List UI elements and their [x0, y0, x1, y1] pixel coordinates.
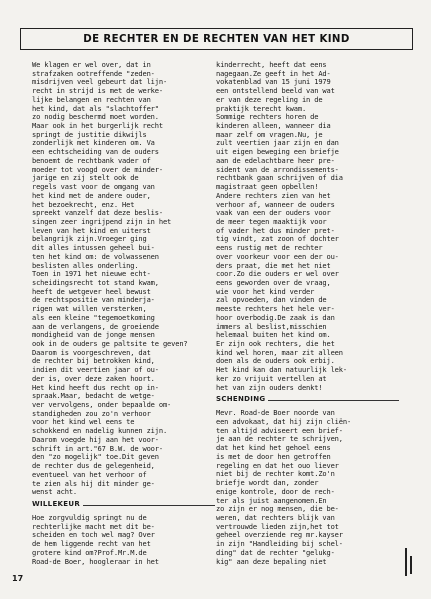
text-line: standigheden zou zo'n verhoor	[32, 408, 151, 418]
text-line: Daarom is voorgeschreven, dat	[32, 347, 151, 357]
text-line: Road-de Boer, hoogleraar in het	[32, 556, 159, 566]
text-line: ding" dat de rechter "gelukg-	[216, 547, 335, 557]
text-line: maar zelf om vragen.Nu, je	[216, 129, 323, 139]
margin-mark	[410, 556, 412, 574]
text-line: zo nodig beschermd moet worden.	[32, 112, 159, 122]
text-line: een ontstellend beeld van wat	[216, 86, 335, 96]
text-line: helemaal buiten het kind om.	[216, 330, 331, 340]
text-line: ook in de ouders ge paltsite te geven?	[32, 339, 188, 348]
text-line: scheidingsrecht tot stand kwam,	[32, 277, 159, 287]
text-line: zo zijn er nog mensen, die be-	[216, 504, 339, 514]
text-line: geheel overziende reg mr.kayser	[216, 530, 343, 540]
text-line: vertrouwde lieden zijn,het tot	[216, 521, 339, 531]
text-line: spraak.Maar, bedacht de wetge-	[32, 391, 155, 401]
text-line: Sommige rechters horen de	[216, 112, 319, 122]
text-line: de rechter bij betrokken kind,	[32, 356, 155, 366]
text-line: een advokaat, dat hij zijn cliën-	[216, 417, 352, 427]
text-line: ten altijd adviseert een brief-	[216, 425, 343, 435]
text-line: het kind, dat als "slachtoffer"	[32, 103, 159, 113]
text-line: aan de edelachtbare heer pre-	[216, 155, 335, 165]
text-line: magistraat geen opbellen!	[216, 182, 319, 192]
text-line: weren, dat rechters blijk van	[216, 512, 335, 522]
text-line: eens rustig met de rechter	[216, 243, 323, 253]
text-line: lijke belangen en rechten van	[32, 94, 151, 104]
text-line: enige kontrole, door de rech-	[216, 486, 335, 496]
text-line: Maar ook in het burgerlijk recht	[32, 121, 163, 131]
left-column	[32, 61, 215, 566]
text-line: moeder tot voogd over de minder-	[32, 164, 163, 174]
text-line: recht in strijd is met de werke-	[32, 86, 163, 96]
text-line: springt de justitie dikwijls	[32, 129, 147, 139]
text-line: praktijk terecht kwam.	[216, 103, 307, 113]
text-line: te zien als hij dit minder ge-	[32, 478, 155, 488]
text-line: tig vindt, zat zoon of dochter	[216, 234, 339, 244]
text-line: in zijn "Handleiding bij schel-	[216, 539, 343, 549]
text-line: de rechter dus de gelegenheid,	[32, 461, 155, 471]
margin-mark	[405, 548, 407, 576]
text-line: de hem liggende recht van het	[32, 539, 151, 549]
text-line: meeste rechters het hele ver-	[216, 304, 335, 314]
text-line: verhoor af, wanneer de ouders	[216, 199, 335, 209]
text-line: er van deze regeling in de	[216, 94, 323, 104]
text-line: niet bij de rechter komt.Zo'n	[216, 469, 335, 479]
text-line: Mevr. Road-de Boer noorde van	[216, 408, 335, 418]
page-header	[20, 28, 413, 50]
text-line: coor.Zo die ouders er wel over	[216, 269, 339, 279]
text-line: je aan de rechter te schrijven,	[216, 434, 343, 444]
text-line: rechterlijke macht met dit be-	[32, 521, 155, 531]
text-line: heeft de wetgever heel bewust	[32, 286, 151, 296]
text-line: de meer tegen maaktijk voor	[216, 216, 327, 226]
text-line: Het kind kan dan natuurlijk lek-	[216, 365, 347, 375]
text-line: ver vervolgens, onder bepaalde om-	[32, 400, 172, 410]
text-line: zal opvoeden, dan vinden de	[216, 295, 327, 305]
text-line: kinderen alleen, wanneer dia	[216, 121, 331, 131]
text-line: mondigheid van de jonge mensen	[32, 330, 155, 340]
text-line: We klagen er wel over, dat in	[32, 60, 151, 69]
text-line: den "zo mogelijk" toe.Dit geven	[32, 452, 159, 462]
text-line: Hoe zorgvuldig springt nu de	[32, 512, 147, 522]
text-line: het van zijn ouders denkt!	[216, 382, 323, 392]
text-line: vaak van een der ouders voor	[216, 208, 331, 218]
section-heading-label: WILLEKEUR	[32, 500, 83, 508]
right-paragraph-1	[216, 61, 399, 392]
right-column	[216, 61, 399, 566]
text-line: briefje wordt dan, zonder	[216, 478, 319, 488]
right-paragraph-2	[216, 409, 399, 566]
text-line: dit alles intussen geheel bui-	[32, 243, 155, 253]
text-line: wenst acht.	[32, 487, 78, 497]
text-line: kinderrecht, heeft dat eens	[216, 60, 327, 69]
left-paragraph-2	[32, 514, 215, 566]
text-line: uit eigen beweging een briefje	[216, 147, 339, 157]
text-line: is met de door hen getroffen	[216, 451, 331, 461]
text-line: singen zeer ingrijpend zijn in het	[32, 216, 172, 226]
text-line: rechtbank gaan schrijven of dia	[216, 173, 343, 183]
text-line: nagegaan.Ze geeft in het Ad-	[216, 68, 331, 78]
text-line: Er zijn ook rechters, die het	[216, 339, 335, 348]
text-line: grotere kind om?Prof.Mr.M.de	[32, 547, 147, 557]
text-line: het kind met de andere ouder,	[32, 190, 151, 200]
text-line: kind wel horen, maar zit alleen	[216, 347, 343, 357]
text-line: spreekt vanzelf dat deze beslis-	[32, 208, 163, 218]
text-line: schokkend en nadelig kunnen zijn.	[32, 426, 168, 436]
text-line: ten het kind om: de volwassenen	[32, 251, 159, 261]
text-line: zonderlijk met kinderen om. Va	[32, 138, 155, 148]
text-line: als een kleine "tegemoetkoming	[32, 312, 155, 322]
text-line: hoor overbodig.De zaak is dan	[216, 312, 335, 322]
text-line: Toen in 1971 het nieuwe echt-	[32, 269, 151, 279]
text-line: strafzaken ootreffende "zeden-	[32, 68, 155, 78]
text-line: een echtscheiding van de ouders	[32, 147, 159, 157]
text-line: ders praat, die met het niet	[216, 260, 331, 270]
text-line: sident van de arrondissements-	[216, 164, 339, 174]
text-line: kig" aan deze bepaling niet	[216, 556, 327, 566]
text-line: indien dit veertien jaar of ou-	[32, 365, 159, 375]
text-line: wie voor het kind verder	[216, 286, 315, 296]
text-line: Het kind heeft dus recht op in-	[32, 382, 159, 392]
text-line: eventueel van het verhoor of	[32, 469, 147, 479]
text-line: beslisten alles onderling.	[32, 260, 139, 270]
text-line: benoemt de rechtbank vader of	[32, 155, 151, 165]
text-line: der is, over deze zaken hoort.	[32, 373, 155, 383]
page-title: DE RECHTER EN DE RECHTEN VAN HET KIND	[83, 33, 350, 45]
text-line: of vader het dus minder pret-	[216, 225, 335, 235]
text-line: scheiden en toch wel mag? Over	[32, 530, 155, 540]
text-line: schrift in art."67 B.W. de woor-	[32, 443, 163, 453]
text-line: belangrijk zijn.Vroeger ging	[32, 234, 147, 244]
section-heading-label: SCHENDING	[216, 395, 268, 403]
text-line: over voorkeur voor een der ou-	[216, 251, 339, 261]
text-line: zult veertien jaar zijn en dan	[216, 138, 339, 148]
text-line: leven van het kind en uiterst	[32, 225, 151, 235]
section-heading-schending	[216, 395, 399, 407]
text-line: immers al beslist,misschien	[216, 321, 327, 331]
page-number: 17	[12, 574, 24, 583]
left-paragraph-1	[32, 61, 215, 497]
text-line: aan de verlangens, de groeiende	[32, 321, 159, 331]
text-line: voor het kind wel eens te	[32, 417, 135, 427]
text-line: rigen wat willen versterken,	[32, 304, 147, 314]
section-heading-willekeur	[32, 500, 215, 512]
text-line: de rechtspositie van minderja-	[32, 295, 155, 305]
text-line: jarige en zij stelt ook de	[32, 173, 139, 183]
text-line: doen als de ouders ook erbij.	[216, 356, 335, 366]
text-line: Andere rechters zien van het	[216, 190, 331, 200]
text-line: het bezoekrecht, enz. Het	[32, 199, 135, 209]
text-line: regels vast voor de omgang van	[32, 182, 155, 192]
text-line: misdrijven veel gebeurt dat lijn-	[32, 77, 168, 87]
text-line: vokatenblad van 15 juni 1979	[216, 77, 331, 87]
text-line: Daarom voegde hij aan het voor-	[32, 434, 159, 444]
text-line: eens geworden over de vraag,	[216, 277, 331, 287]
text-line: regeling en dat het ouo liever	[216, 460, 339, 470]
text-line: ker zo vrijuit vertellen at	[216, 373, 327, 383]
text-line: dat het kind het gehoel eens	[216, 443, 331, 453]
text-line: ter als juist aangenomen.En	[216, 495, 327, 505]
